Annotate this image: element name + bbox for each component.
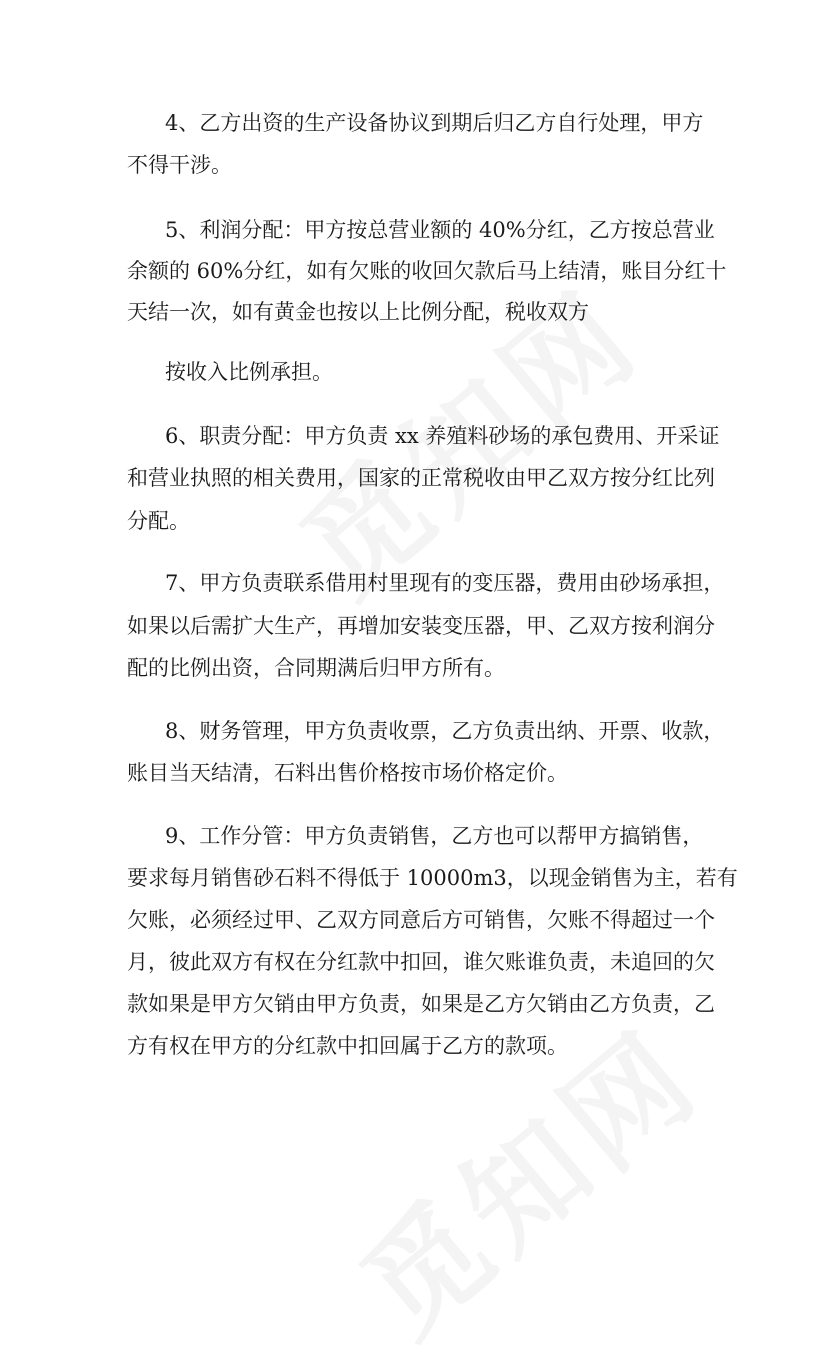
- clause-9-line-6: 方有权在甲方的分红款中扣回属于乙方的款项。: [127, 1034, 568, 1058]
- clause-5-line-2: 余额的 60%分红，如有欠账的收回欠款后马上结清，账目分红十: [127, 259, 727, 283]
- clause-5-line-3: 天结一次，如有黄金也按以上比例分配，税收双方: [127, 300, 589, 324]
- clause-9-line-4: 月，彼此双方有权在分红款中扣回，谁欠账谁负责，未追回的欠: [127, 950, 715, 974]
- clause-8-line-2: 账目当天结清，石料出售价格按市场价格定价。: [127, 761, 568, 785]
- clause-5-line-4: 按收入比例承担。: [165, 360, 333, 384]
- clause-6-line-1: 6、职责分配：甲方负责 xx 养殖料砂场的承包费用、开采证: [165, 424, 720, 448]
- clause-8-line-1: 8、财务管理，甲方负责收票，乙方负责出纳、开票、收款，: [165, 719, 725, 743]
- clause-6-line-2: 和营业执照的相关费用，国家的正常税收由甲乙双方按分红比列: [127, 466, 715, 490]
- clause-5-line-1: 5、利润分配：甲方按总营业额的 40%分红，乙方按总营业: [165, 218, 715, 242]
- clause-9-line-1: 9、工作分管：甲方负责销售，乙方也可以帮甲方搞销售，: [165, 824, 704, 848]
- clause-7-line-2: 如果以后需扩大生产，再增加安装变压器，甲、乙双方按利润分: [127, 614, 715, 638]
- clause-7-line-3: 配的比例出资，合同期满后归甲方所有。: [127, 656, 505, 680]
- clause-4-line-2: 不得干涉。: [127, 153, 232, 177]
- clause-9-line-5: 款如果是甲方欠销由甲方负责，如果是乙方欠销由乙方负责，乙: [127, 992, 715, 1016]
- clause-9-line-2: 要求每月销售砂石料不得低于 10000m3，以现金销售为主，若有: [127, 866, 738, 890]
- clause-9-line-3: 欠账，必须经过甲、乙双方同意后方可销售，欠账不得超过一个: [127, 908, 715, 932]
- clause-7-line-1: 7、甲方负责联系借用村里现有的变压器，费用由砂场承担，: [165, 571, 725, 595]
- clause-4-line-1: 4、乙方出资的生产设备协议到期后归乙方自行处理，甲方: [165, 111, 704, 135]
- clause-6-line-3: 分配。: [127, 509, 190, 533]
